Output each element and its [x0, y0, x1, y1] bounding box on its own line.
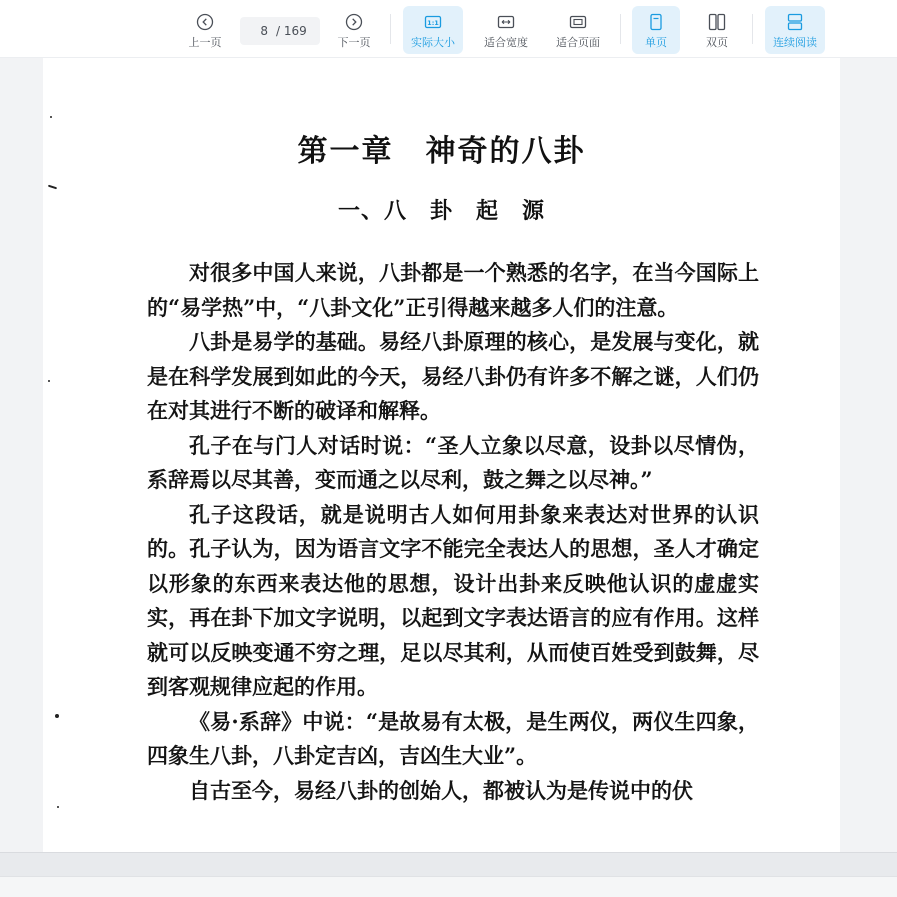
paragraph: 对很多中国人来说，八卦都是一个熟悉的名字，在当今国际上的“易学热”中，“八卦文化”正引得越来越多人们的注意。 — [147, 260, 759, 320]
paragraph: 自古至今，易经八卦的创始人，都被认为是传说中的伏 — [189, 777, 693, 803]
actual-size-button[interactable] — [403, 6, 463, 54]
next-page-label: 下一页 — [337, 35, 371, 49]
document-viewer[interactable] — [0, 58, 897, 852]
section-title: 一、八 卦 起 源 — [337, 198, 545, 224]
fit-width-icon — [497, 11, 515, 33]
scan-speck — [48, 185, 57, 190]
single-page-label: 单页 — [645, 35, 667, 49]
continuous-reading-icon — [786, 11, 804, 33]
continuous-reading-button[interactable] — [765, 6, 825, 54]
total-pages: / 169 — [276, 24, 307, 38]
scan-speck — [50, 116, 52, 118]
single-page-button[interactable] — [632, 6, 680, 54]
status-bar — [0, 876, 897, 897]
double-page-icon — [708, 11, 726, 33]
svg-text:1:1: 1:1 — [427, 18, 439, 27]
scan-speck — [48, 380, 50, 382]
scan-speck — [57, 806, 59, 808]
fit-page-icon — [569, 11, 587, 33]
prev-page-label: 上一页 — [188, 35, 222, 49]
fit-width-label: 适合宽度 — [484, 35, 528, 49]
toolbar-divider — [752, 14, 753, 44]
double-page-label: 双页 — [706, 35, 728, 49]
chevron-left-circle-icon — [196, 11, 214, 33]
chapter-title: 第一章 神奇的八卦 — [297, 134, 586, 169]
paragraph: 孔子这段话，就是说明古人如何用卦象来表达对世界的认识的。孔子认为，因为语言文字不能完全表达人的思想，圣人才确定以形象的东西来表达他的思想，设计出卦来反映他认识的虚虚实实，再在卦下加文字说明，以起到文字表达语言的应有作用。这样就可以反映变通不穷之理，足以尽其利，从而使百姓受到鼓舞，尽到客观规律应起的作用。 — [147, 501, 759, 699]
fit-width-button[interactable] — [478, 6, 534, 54]
continuous-reading-label: 连续阅读 — [773, 35, 817, 49]
fit-page-button[interactable] — [550, 6, 606, 54]
actual-size-label: 实际大小 — [411, 35, 455, 49]
toolbar-divider — [620, 14, 621, 44]
double-page-button[interactable] — [693, 6, 741, 54]
page-number-box[interactable] — [240, 17, 320, 45]
toolbar-divider — [390, 14, 391, 44]
actual-size-icon — [424, 11, 442, 33]
single-page-icon — [647, 11, 665, 33]
document-body — [147, 256, 759, 808]
paragraph: 《易·系辞》中说：“是故易有太极，是生两仪，两仪生四象，四象生八卦，八卦定吉凶，吉凶生大业”。 — [147, 708, 759, 768]
scan-speck — [55, 714, 59, 718]
paragraph: 孔子在与门人对话时说：“圣人立象以尽意，设卦以尽情伪，系辞焉以尽其善，变而通之以尽利，鼓之舞之以尽神。” — [147, 432, 759, 492]
horizontal-scrollbar[interactable] — [0, 852, 897, 876]
document-page — [43, 58, 840, 852]
fit-page-label: 适合页面 — [556, 35, 600, 49]
next-page-button[interactable] — [333, 6, 375, 54]
chevron-right-circle-icon — [345, 11, 363, 33]
paragraph: 八卦是易学的基础。易经八卦原理的核心，是发展与变化，就是在科学发展到如此的今天，易经八卦仍有许多不解之谜，人们仍在对其进行不断的破译和解释。 — [147, 329, 759, 423]
viewer-toolbar — [0, 0, 897, 58]
current-page-input[interactable]: 8 — [260, 24, 268, 38]
prev-page-button[interactable] — [184, 6, 226, 54]
